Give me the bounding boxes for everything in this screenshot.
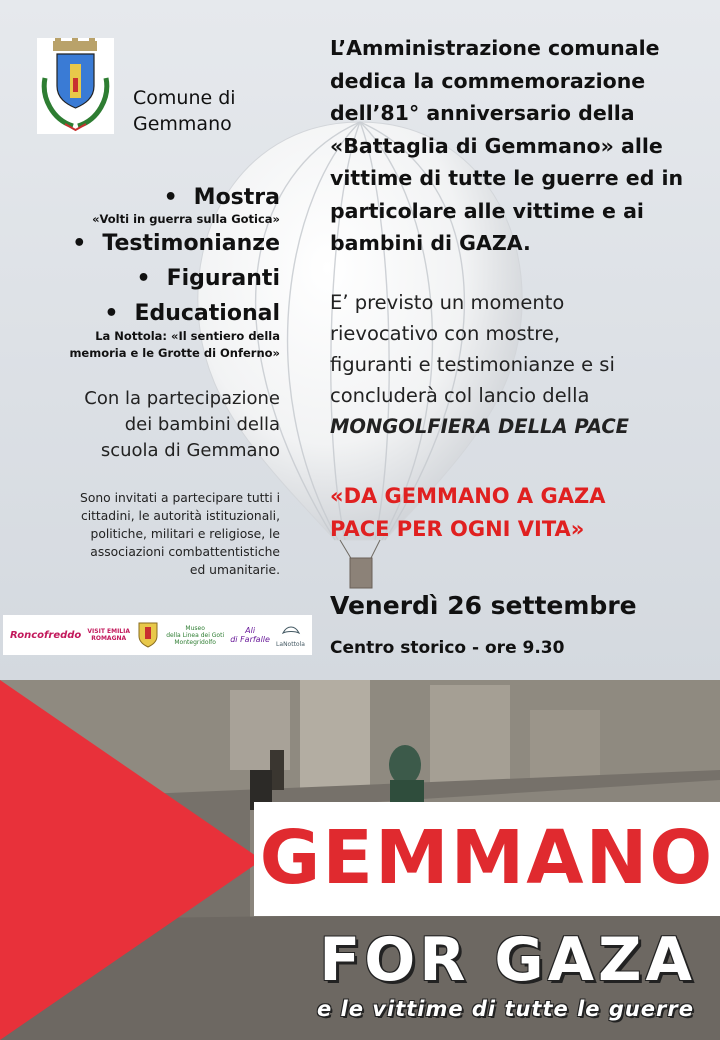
sponsor-museo-logo — [166, 625, 224, 646]
activity-label: Mostra — [193, 185, 280, 210]
activities-list — [10, 183, 280, 362]
comune-crest-logo — [37, 38, 114, 134]
intro-line: dedica la commemorazione — [330, 68, 646, 93]
participation-text — [20, 386, 280, 464]
program-line: rievocativo con mostre, — [330, 322, 561, 345]
intro-line: bambini di GAZA. — [330, 231, 531, 255]
intro-line: dell’81° anniversario della — [330, 101, 635, 125]
activity-educational: • Educational — [104, 301, 280, 326]
intro-line: particolare alle vittime e ai — [330, 198, 644, 223]
banner-tagline: e le vittime di tutte le guerre — [317, 997, 694, 1021]
comune-name — [133, 85, 236, 137]
educational-sub-2: memoria e le Grotte di Onferno» — [69, 346, 280, 360]
sponsor-roncofreddo-logo: Roncofreddo — [10, 629, 82, 641]
participation-line: scuola di Gemmano — [100, 440, 280, 461]
invitation-line: cittadini, le autorità istituzionali, — [80, 509, 280, 523]
sponsor-crest-icon — [136, 620, 160, 650]
invitation-line: ed umanitarie. — [189, 563, 280, 577]
slogan-line-1: «DA GEMMANO A GAZA — [330, 484, 606, 508]
activity-label: Figuranti — [166, 266, 280, 291]
program-highlight: MONGOLFIERA DELLA PACE — [330, 415, 629, 438]
sponsor-text: VISIT EMILIA — [87, 628, 131, 635]
invitation-line: associazioni combattentistiche — [90, 545, 280, 559]
slogan — [330, 480, 710, 546]
balloon-basket — [350, 558, 372, 588]
sponsor-text: della Linea dei Goti — [166, 631, 225, 639]
intro-text — [330, 32, 710, 260]
sponsor-text: di Farfalle — [230, 635, 270, 644]
program-line: E’ previsto un momento — [330, 291, 565, 314]
banner-subtitle: FOR GAZA — [319, 925, 696, 995]
program-line: figuranti e testimonianze e si — [330, 353, 615, 376]
program-text — [330, 287, 710, 442]
slogan-line-2: PACE PER OGNI VITA» — [330, 517, 585, 541]
sponsor-text: Ali — [245, 626, 256, 635]
sponsor-text: Museo — [185, 624, 205, 632]
sponsor-logos — [3, 615, 312, 655]
sponsor-text: ROMAGNA — [91, 635, 127, 642]
intro-line: «Battaglia di Gemmano» alle — [330, 133, 663, 158]
banner-title: GEMMANO — [259, 815, 715, 901]
invitation-line: politiche, militari e religiose, le — [90, 527, 280, 541]
program-line: concluderà col lancio della — [330, 384, 590, 407]
invitation-line: Sono invitati a partecipare tutti i — [80, 491, 280, 505]
activity-figuranti: • Figuranti — [136, 266, 280, 291]
event-date: Venerdì 26 settembre — [330, 591, 637, 620]
sponsor-la-nottola-logo — [276, 623, 305, 648]
sponsor-text: LaNottola — [276, 640, 305, 648]
intro-line: L’Amministrazione comunale — [330, 36, 660, 60]
educational-sub-1: La Nottola: «Il sentiero della — [95, 329, 280, 343]
participation-line: dei bambini della — [124, 414, 280, 435]
activity-mostra-sub: «Volti in guerra sulla Gotica» — [92, 212, 280, 226]
sponsor-ali-di-farfalle-logo — [230, 626, 270, 644]
activity-mostra: • Mostra — [163, 185, 280, 210]
activity-label: Testimonianze — [102, 231, 280, 256]
participation-line: Con la partecipazione — [84, 388, 280, 409]
sponsor-visit-emilia-romagna-logo — [87, 628, 130, 642]
event-place: Centro storico - ore 9.30 — [330, 638, 565, 658]
sponsor-text: Montegridolfo — [174, 638, 216, 646]
intro-line: vittime di tutte le guerre ed in — [330, 166, 684, 190]
comune-line-1: Comune di — [133, 87, 236, 109]
comune-line-2: Gemmano — [133, 113, 232, 135]
invitation-text — [40, 489, 280, 579]
activity-testimonianze: • Testimonianze — [72, 231, 280, 256]
activity-label: Educational — [134, 301, 280, 326]
red-triangle-shape — [0, 680, 262, 1040]
